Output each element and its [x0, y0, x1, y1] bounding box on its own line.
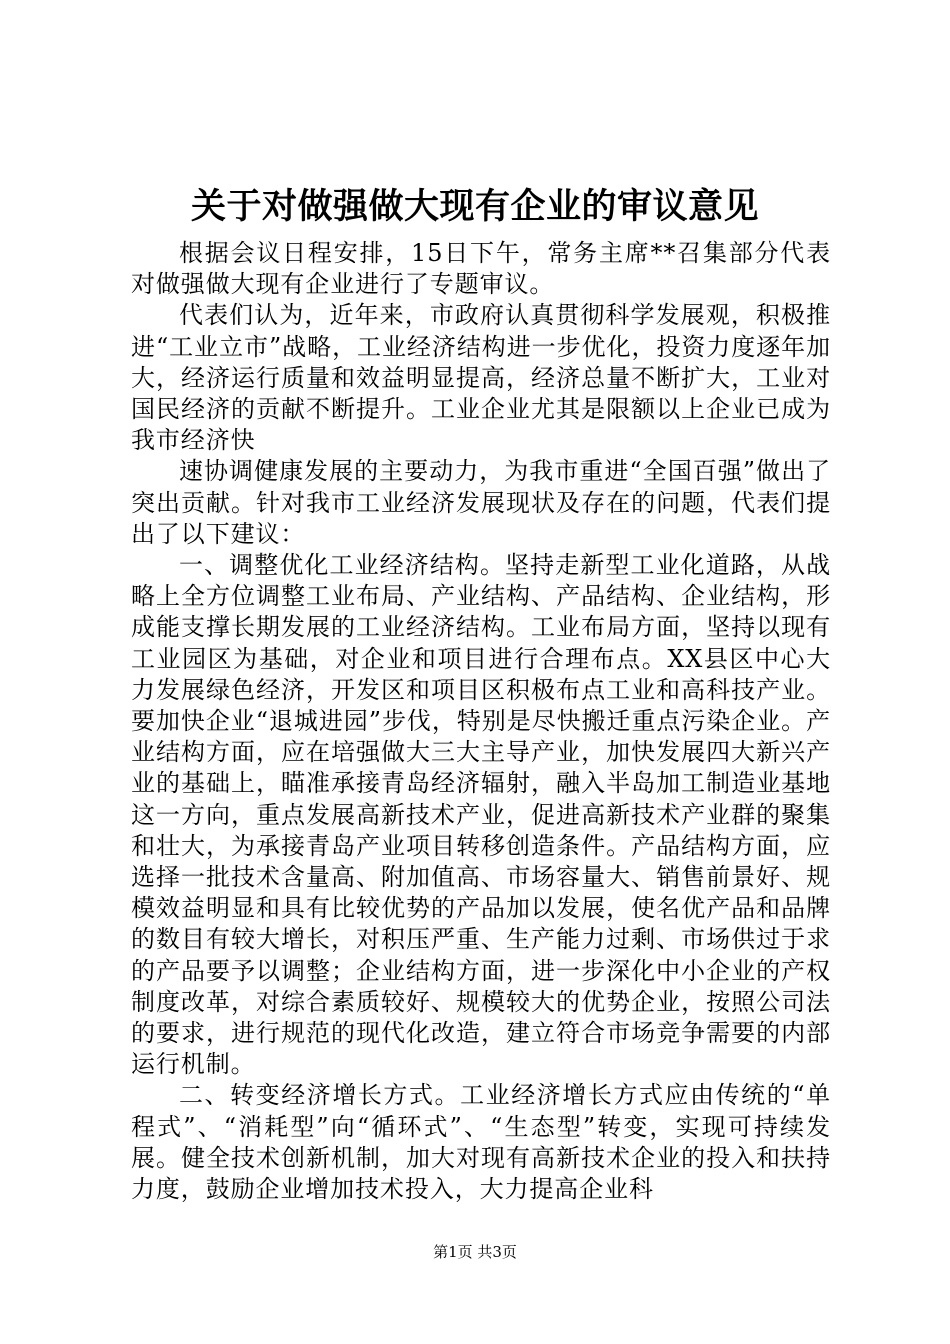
paragraph-representatives-view: 代表们认为，近年来，市政府认真贯彻科学发展观，积极推进“工业立市”战略，工业经济结构进一步优化，投资力度逐年加大，经济运行质量和效益明显提高，经济总量不断扩大，工业对国民经济的贡献不断提升。工业企业尤其是限额以上企业已成为我市经济快: [131, 301, 831, 455]
document-title: 关于对做强做大现有企业的审议意见: [190, 186, 759, 227]
page-footer: 第1页 共3页: [433, 1243, 517, 1261]
paragraph-suggestion-1: 一、调整优化工业经济结构。坚持走新型工业化道路，从战略上全方位调整工业布局、产业结构、产品结构、企业结构，形成能支撑长期发展的工业经济结构。工业布局方面，坚持以现有工业园区为基础，对企业和项目进行合理布点。XX县区中心大力发展绿色经济，开发区和项目区积极布点工业和高科技产业。要加快企业“退城进园”步伐，特别是尽快搬迁重点污染企业。产业结构方面，应在培强做大三大主导产业，加快发展四大新兴产业的基础上，瞄准承接青岛经济辐射，融入半岛加工制造业基地这一方向，重点发展高新技术产业，促进高新技术产业群的聚集和壮大，为承接青岛产业项目转移创造条件。产品结构方面，应选择一批技术含量高、附加值高、市场容量大、销售前景好、规模效益明显和具有比较优势的产品加以发展，使名优产品和品牌的数目有较大增长，对积压严重、生产能力过剩、市场供过于求的产品要予以调整；企业结构方面，进一步深化中小企业的产权制度改革，对综合素质较好、规模较大的优势企业，按照公司法的要求，进行规范的现代化改造，建立符合市场竞争需要的内部运行机制。: [131, 551, 831, 1079]
paragraph-continuation: 速协调健康发展的主要动力，为我市重进“全国百强”做出了突出贡献。针对我市工业经济发展现状及存在的问题，代表们提出了以下建议：: [131, 457, 831, 548]
paragraph-intro: 根据会议日程安排，15日下午，常务主席**召集部分代表对做强做大现有企业进行了专题审议。: [131, 239, 831, 299]
document-body: [131, 238, 831, 1205]
paragraph-suggestion-2: 二、转变经济增长方式。工业经济增长方式应由传统的“单程式”、“消耗型”向“循环式”、“生态型”转变，实现可持续发展。健全技术创新机制，加大对现有高新技术企业的投入和扶持力度，鼓励企业增加技术投入，大力提高企业科: [131, 1081, 831, 1204]
